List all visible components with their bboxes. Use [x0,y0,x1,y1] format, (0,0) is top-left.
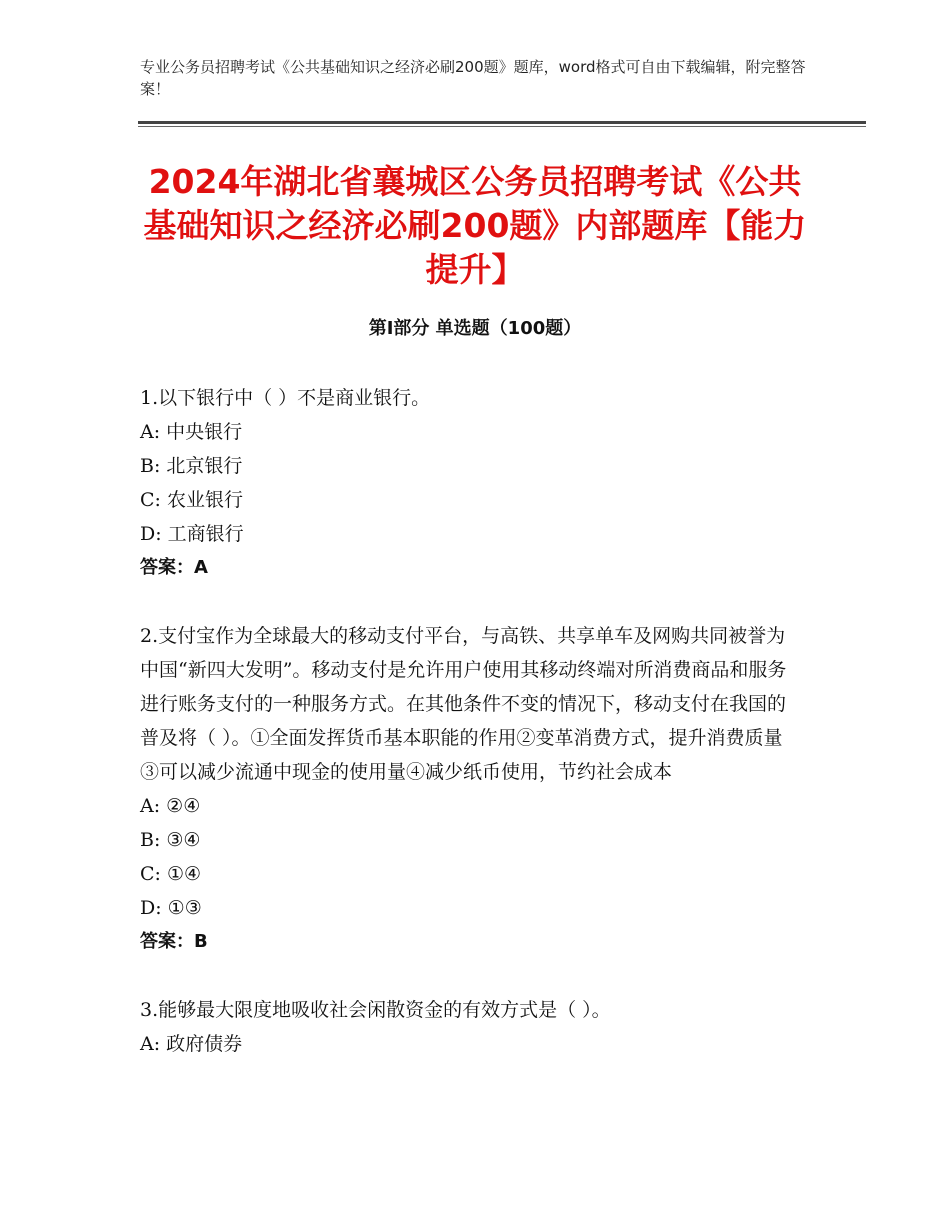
question-list [140,381,800,1061]
question-spacer [140,585,800,619]
option-a: A: ②④ [140,795,201,817]
answer-label: 答案：B [140,931,208,952]
option-d: D: ①③ [140,897,202,919]
question-stem: 1.以下银行中（ ）不是商业银行。 [140,387,431,409]
option-b: B: 北京银行 [140,455,243,477]
divider-thin-line [138,126,866,127]
question-item [140,619,800,959]
option-a: A: 政府债券 [140,1033,243,1055]
question-item [140,381,800,585]
option-d: D: 工商银行 [140,523,244,545]
question-stem: 3.能够最大限度地吸收社会闲散资金的有效方式是（ ）。 [140,999,611,1021]
question-spacer [140,959,800,993]
section-title: 第Ⅰ部分 单选题（100题） [368,318,582,339]
answer-label: 答案：A [140,557,208,578]
option-c: C: 农业银行 [140,489,243,511]
document-title: 2024年湖北省襄城区公务员招聘考试《公共基础知识之经济必刷200题》内部题库【能力提升】 [143,162,807,289]
option-c: C: ①④ [140,863,202,885]
divider-thick-line [138,121,866,124]
question-stem: 2.支付宝作为全球最大的移动支付平台，与高铁、共享单车及网购共同被誉为中国“新四大发明”。移动支付是允许用户使用其移动终端对所消费商品和服务进行账务支付的一种服务方式。在其他条件不变的情况下，移动支付在我国的普及将（ ）。①全面发挥货币基本职能的作用②变革消费方式，提升消费质量③可以减少流通中现金的使用量④减少纸币使用，节约社会成本 [140,625,787,783]
header-divider [138,121,866,127]
header-note: 专业公务员招聘考试《公共基础知识之经济必刷200题》题库，word格式可自由下载编辑，附完整答案！ [140,58,806,98]
option-a: A: 中央银行 [140,421,243,443]
option-b: B: ③④ [140,829,201,851]
question-item [140,993,800,1061]
